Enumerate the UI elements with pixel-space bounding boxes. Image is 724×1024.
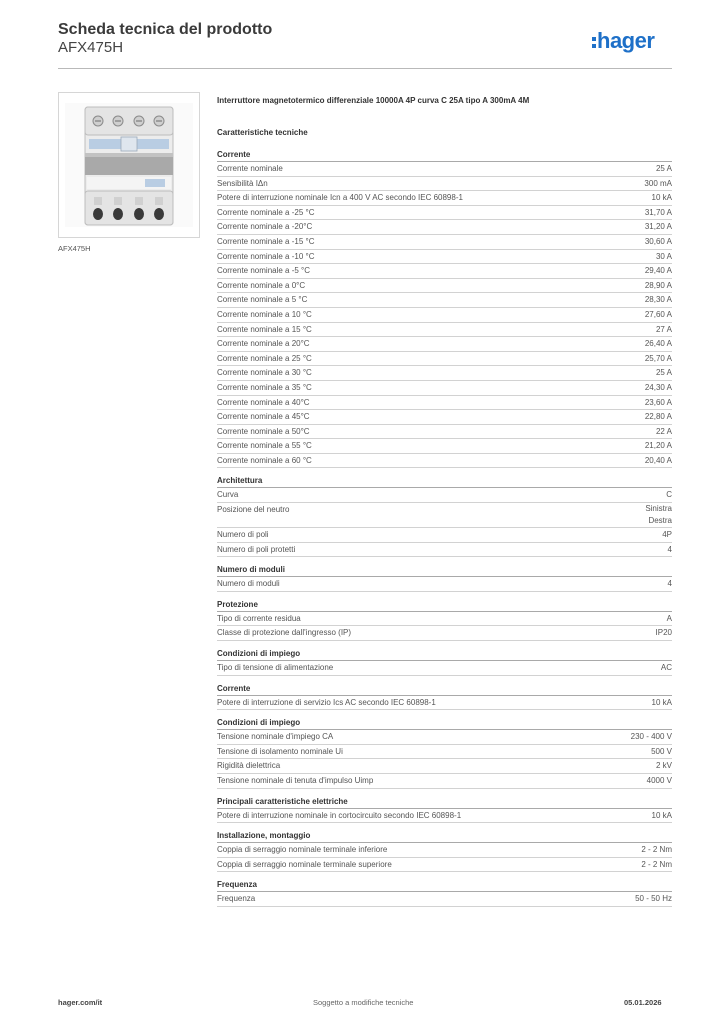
spec-row xyxy=(217,206,672,221)
spec-label: Corrente nominale a -20°C xyxy=(217,222,313,232)
spec-label: Potere di interruzione nominale in cortocircuito secondo IEC 60898-1 xyxy=(217,810,462,820)
spec-value: 4 xyxy=(667,544,672,554)
spec-label: Coppia di serraggio nominale terminale inferiore xyxy=(217,845,388,855)
spec-row xyxy=(217,626,672,641)
section-title: Architettura xyxy=(217,475,672,488)
spec-sections xyxy=(217,149,672,907)
spec-label: Tensione nominale d'impiego CA xyxy=(217,732,334,742)
spec-section xyxy=(217,648,672,676)
spec-row xyxy=(217,858,672,873)
section-title: Protezione xyxy=(217,599,672,612)
section-title: Corrente xyxy=(217,149,672,162)
spec-row xyxy=(217,745,672,760)
spec-row xyxy=(217,730,672,745)
spec-label: Corrente nominale a 60 °C xyxy=(217,455,312,465)
spec-value: 20,40 A xyxy=(644,455,672,465)
spec-label: Corrente nominale a 10 °C xyxy=(217,309,312,319)
spec-value: 10 kA xyxy=(651,697,672,707)
spec-section xyxy=(217,717,672,788)
spec-value: 23,60 A xyxy=(644,397,672,407)
spec-row xyxy=(217,543,672,558)
spec-section xyxy=(217,564,672,592)
spec-value: 25 A xyxy=(655,368,672,378)
spec-row xyxy=(217,410,672,425)
spec-label: Corrente nominale a -25 °C xyxy=(217,207,315,217)
spec-value: A xyxy=(666,613,672,623)
spec-label: Corrente nominale xyxy=(217,164,283,173)
spec-value: 30,60 A xyxy=(644,236,672,246)
spec-value: C xyxy=(666,490,672,500)
spec-value: 4000 V xyxy=(646,776,672,785)
section-title: Numero di moduli xyxy=(217,564,672,577)
spec-label: Posizione del neutro xyxy=(217,505,290,515)
hager-logo xyxy=(592,26,654,56)
product-image xyxy=(58,92,200,238)
spec-value: 50 - 50 Hz xyxy=(635,894,672,904)
spec-row xyxy=(217,892,672,907)
logo-dots-icon xyxy=(592,37,596,48)
spec-row xyxy=(217,503,672,528)
footer-note: Soggetto a modifiche tecniche xyxy=(313,998,414,1007)
spec-value: IP20 xyxy=(655,628,672,638)
spec-label: Curva xyxy=(217,490,239,500)
spec-row xyxy=(217,337,672,352)
spec-label: Corrente nominale a 35 °C xyxy=(217,382,312,392)
spec-label: Corrente nominale a 25 °C xyxy=(217,353,312,363)
spec-value xyxy=(645,503,672,527)
spec-value: 22 A xyxy=(655,426,672,436)
section-title: Principali caratteristiche elettriche xyxy=(217,796,672,809)
section-title: Corrente xyxy=(217,683,672,696)
spec-label: Corrente nominale a 45°C xyxy=(217,412,310,422)
technical-characteristics-heading: Caratteristiche tecniche xyxy=(217,128,308,137)
spec-row xyxy=(217,696,672,711)
spec-row xyxy=(217,612,672,627)
section-title: Condizioni di impiego xyxy=(217,717,672,730)
spec-row xyxy=(217,439,672,454)
spec-value: 31,20 A xyxy=(644,222,672,232)
spec-value: 26,40 A xyxy=(644,339,672,349)
spec-row xyxy=(217,488,672,503)
spec-value: 27 A xyxy=(655,324,672,334)
spec-row xyxy=(217,293,672,308)
section-title: Installazione, montaggio xyxy=(217,830,672,843)
spec-section xyxy=(217,599,672,641)
spec-label: Tipo di corrente residua xyxy=(217,613,301,623)
product-code: AFX475H xyxy=(58,39,124,56)
spec-value: 2 - 2 Nm xyxy=(641,845,672,855)
spec-row xyxy=(217,162,672,177)
spec-value: 4P xyxy=(662,530,672,540)
spec-label: Corrente nominale a 5 °C xyxy=(217,295,308,305)
spec-label: Corrente nominale a 0°C xyxy=(217,280,306,290)
spec-sheet xyxy=(217,96,672,907)
spec-label: Sensibilità IΔn xyxy=(217,178,268,188)
spec-label: Numero di poli xyxy=(217,530,269,540)
spec-row xyxy=(217,577,672,592)
spec-row xyxy=(217,250,672,265)
spec-value: 10 kA xyxy=(651,193,672,203)
spec-value: AC xyxy=(660,663,672,673)
spec-row xyxy=(217,843,672,858)
spec-row xyxy=(217,381,672,396)
spec-row xyxy=(217,759,672,774)
spec-row xyxy=(217,454,672,469)
spec-row xyxy=(217,809,672,824)
spec-label: Corrente nominale a -10 °C xyxy=(217,251,315,261)
spec-value-line: Destra xyxy=(648,515,672,525)
spec-label: Tensione nominale di tenuta d'impulso Uimp xyxy=(217,776,374,785)
spec-label: Corrente nominale a 40°C xyxy=(217,397,310,407)
spec-label: Numero di moduli xyxy=(217,579,280,589)
spec-value: 25 A xyxy=(655,164,672,173)
spec-label: Corrente nominale a 15 °C xyxy=(217,324,312,334)
spec-value: 2 kV xyxy=(655,761,672,771)
spec-row xyxy=(217,425,672,440)
spec-label: Coppia di serraggio nominale terminale superiore xyxy=(217,859,392,869)
spec-row xyxy=(217,235,672,250)
product-image-caption: AFX475H xyxy=(58,244,91,253)
spec-row xyxy=(217,177,672,192)
spec-row xyxy=(217,661,672,676)
spec-value: 30 A xyxy=(655,251,672,261)
spec-value: 500 V xyxy=(651,746,672,756)
spec-section xyxy=(217,796,672,824)
spec-value-line: Sinistra xyxy=(645,504,672,514)
spec-value: 24,30 A xyxy=(644,382,672,392)
spec-row xyxy=(217,264,672,279)
spec-value: 230 - 400 V xyxy=(630,732,672,742)
spec-label: Numero di poli protetti xyxy=(217,544,296,554)
spec-value: 25,70 A xyxy=(644,353,672,363)
spec-row xyxy=(217,308,672,323)
spec-row xyxy=(217,366,672,381)
spec-row xyxy=(217,528,672,543)
section-title: Condizioni di impiego xyxy=(217,648,672,661)
spec-value: 300 mA xyxy=(644,178,672,188)
footer-website: hager.com/it xyxy=(58,998,103,1007)
spec-row xyxy=(217,279,672,294)
spec-label: Corrente nominale a 55 °C xyxy=(217,441,312,451)
spec-value: 22,80 A xyxy=(644,412,672,422)
spec-label: Rigidità dielettrica xyxy=(217,761,281,771)
spec-row xyxy=(217,191,672,206)
spec-section xyxy=(217,830,672,872)
spec-section xyxy=(217,149,672,468)
spec-value: 29,40 A xyxy=(644,266,672,276)
spec-row xyxy=(217,220,672,235)
spec-row xyxy=(217,774,672,789)
spec-label: Tensione di isolamento nominale Ui xyxy=(217,746,343,756)
footer-date: 05.01.2026 xyxy=(624,998,662,1007)
spec-row xyxy=(217,352,672,367)
spec-section xyxy=(217,683,672,711)
product-description: Interruttore magnetotermico differenziale 10000A 4P curva C 25A tipo A 300mA 4M xyxy=(217,96,530,105)
spec-label: Corrente nominale a -5 °C xyxy=(217,266,311,276)
spec-row xyxy=(217,396,672,411)
spec-label: Potere di interruzione nominale Icn a 400 V AC secondo IEC 60898-1 xyxy=(217,193,463,203)
spec-value: 4 xyxy=(667,579,672,589)
spec-value: 28,30 A xyxy=(644,295,672,305)
spec-value: 27,60 A xyxy=(644,309,672,319)
circuit-breaker-icon xyxy=(59,93,199,237)
spec-value: 21,20 A xyxy=(644,441,672,451)
spec-label: Corrente nominale a 30 °C xyxy=(217,368,312,378)
spec-label: Classe di protezione dall'ingresso (IP) xyxy=(217,628,352,638)
spec-value: 31,70 A xyxy=(644,207,672,217)
spec-label: Corrente nominale a -15 °C xyxy=(217,236,315,246)
spec-value: 2 - 2 Nm xyxy=(641,859,672,869)
spec-value: 28,90 A xyxy=(644,280,672,290)
spec-label: Frequenza xyxy=(217,894,256,904)
header-divider xyxy=(58,68,672,69)
spec-row xyxy=(217,323,672,338)
logo-text: hager xyxy=(597,28,655,53)
spec-label: Corrente nominale a 50°C xyxy=(217,426,310,436)
section-title: Frequenza xyxy=(217,879,672,892)
spec-label: Potere di interruzione di servizio Ics AC secondo IEC 60898-1 xyxy=(217,697,436,707)
spec-value: 10 kA xyxy=(651,810,672,820)
spec-label: Corrente nominale a 20°C xyxy=(217,339,310,349)
page-title: Scheda tecnica del prodotto xyxy=(58,21,273,38)
spec-label: Tipo di tensione di alimentazione xyxy=(217,663,334,673)
spec-section xyxy=(217,475,672,557)
spec-section xyxy=(217,879,672,907)
